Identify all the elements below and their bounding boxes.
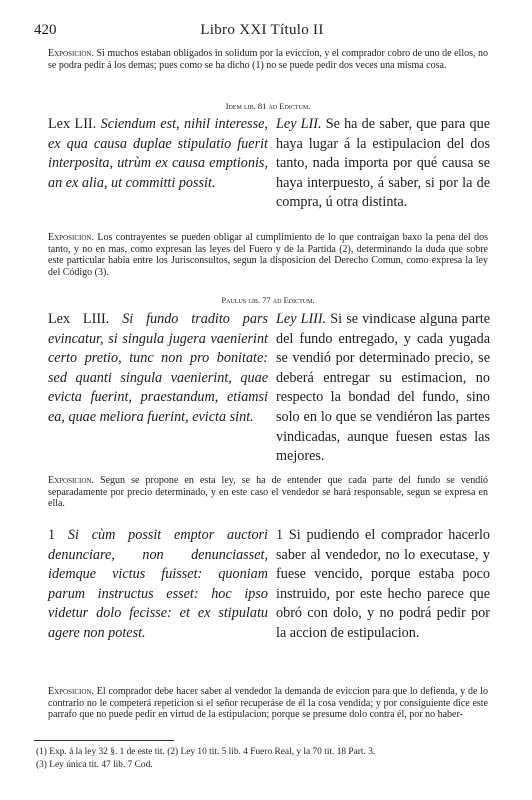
source-line-2: Paulus lib. 77 ad Edictum. xyxy=(221,295,315,305)
exposition-text: Si muchos estaban obligados in solidum por la eviccion, y el comprador cobro de uno de ellos, no se podra pedir á los demas; pues como se ha dicho (1) no se puede pedir dos veces una misma cosa. xyxy=(48,48,488,71)
exposition-2 xyxy=(48,232,488,278)
footnote-rule xyxy=(34,740,174,741)
exposition-text: Segun se propone en esta ley, se ha de entender que cada parte del fundo se vendió separadamente por precio determinado, y en este caso el vendedor se hará responsable, segun se expresa en ella. xyxy=(48,475,489,510)
exposition-3 xyxy=(48,475,488,510)
latin-paragraph-number: 1 xyxy=(48,527,56,543)
spanish-paragraph-1 xyxy=(276,526,490,644)
footnotes xyxy=(36,746,496,771)
spanish-law-label: Ley LIII. xyxy=(276,311,327,327)
exposition-1 xyxy=(48,48,488,71)
exposition-4 xyxy=(48,686,488,721)
exposition-label: Exposicion. xyxy=(48,475,94,486)
exposition-label: Exposicion. xyxy=(48,48,94,59)
exposition-text: El comprador debe hacer saber al vendedor la demanda de eviccion para que lo defienda, y de lo contrario no le competerá repeticion si el señor recuperáse de él la cosa vendida; y por consiguiente dice este parrafo que no puede pedir en virtud de la estipulacion; porque se presume dolo contra él, por no haber- xyxy=(48,686,488,721)
footnote-line: (3) Ley única tit. 47 lib. 7 Cod. xyxy=(36,759,153,770)
running-head: Libro XXI Título II xyxy=(200,22,324,38)
latin-law-53 xyxy=(48,310,268,428)
exposition-text: Los contrayentes se pueden obligar al cumplimiento de lo que contraigan baxo la pena del dos tanto, y no en mas, como expresan las leyes del Fuero y de la Partida (2), determinando la duda que sobre este particular habia entre los Jurisconsultos, segun la disposicion del Derecho Comun, como expresa la ley del Código (3). xyxy=(48,232,488,278)
latin-law-text: Sciendum est, nihil interesse, ex qua causa duplae stipulatio fuerit interposita, utrùm ex causa emptionis, an ex alia, ut committi possit. xyxy=(48,116,268,191)
exposition-label: Exposicion. xyxy=(48,686,94,697)
page-number: 420 xyxy=(34,22,57,38)
latin-law-label: Lex LII. xyxy=(48,116,97,132)
latin-law-52 xyxy=(48,115,268,193)
spanish-law-text: Se ha de saber, que para que haya lugar á la estipulacion del dos tanto, nada importa por qué causa se haya interpuesto, á saber, si por la de compra, ú otra distinta. xyxy=(276,116,491,211)
latin-law-text: Si fundo tradito pars evincatur, si singula jugera vaenierint certo pretio, tunc non pro bonitate: sed quanti singula vaenierint, quae evicta fuerint, praestandum, etiamsi ea, quae meliora fuerint, evicta sint. xyxy=(48,311,268,425)
latin-paragraph-text: Si cùm possit emptor auctori denunciare, non denunciasset, idemque victus fuisset: quoniam parum instructus esset: hoc ipso videtur dolo fecisse: et ex stipulatu agere non potest. xyxy=(48,527,269,641)
source-line-1: Idem lib. 81 ad Edictum. xyxy=(225,101,311,111)
spanish-law-text: Si se vindicase alguna parte del fundo entregado, y cada yugada se vendió por determinado precio, se deberá entregar su estimacion, no respecto la bondad del fundo, sino solo en lo que se vendiéron las partes vindicadas, aunque fuesen estas las mejores. xyxy=(276,311,491,465)
footnote-line: (1) Exp. á la ley 32 §. 1 de este tit. (2) Ley 10 tit. 5 lib. 4 Fuero Real, y la 70 tit. 18 Part. 3. xyxy=(36,747,376,757)
spanish-paragraph-number: 1 xyxy=(276,527,284,543)
latin-paragraph-1 xyxy=(48,526,268,644)
spanish-law-label: Ley LII. xyxy=(276,116,322,132)
spanish-paragraph-text: Si pudiendo el comprador hacerlo saber al vendedor, no lo executase, y fuese vencido, porque estaba poco instruido, por este hecho parece que obró con dolo, y no podrá pedir por la accion de estipulacion. xyxy=(276,527,490,641)
spanish-law-52 xyxy=(276,115,490,213)
spanish-law-53 xyxy=(276,310,490,467)
exposition-label: Exposicion. xyxy=(48,232,94,243)
latin-law-label: Lex LIII. xyxy=(48,311,110,327)
page-header xyxy=(34,22,490,40)
